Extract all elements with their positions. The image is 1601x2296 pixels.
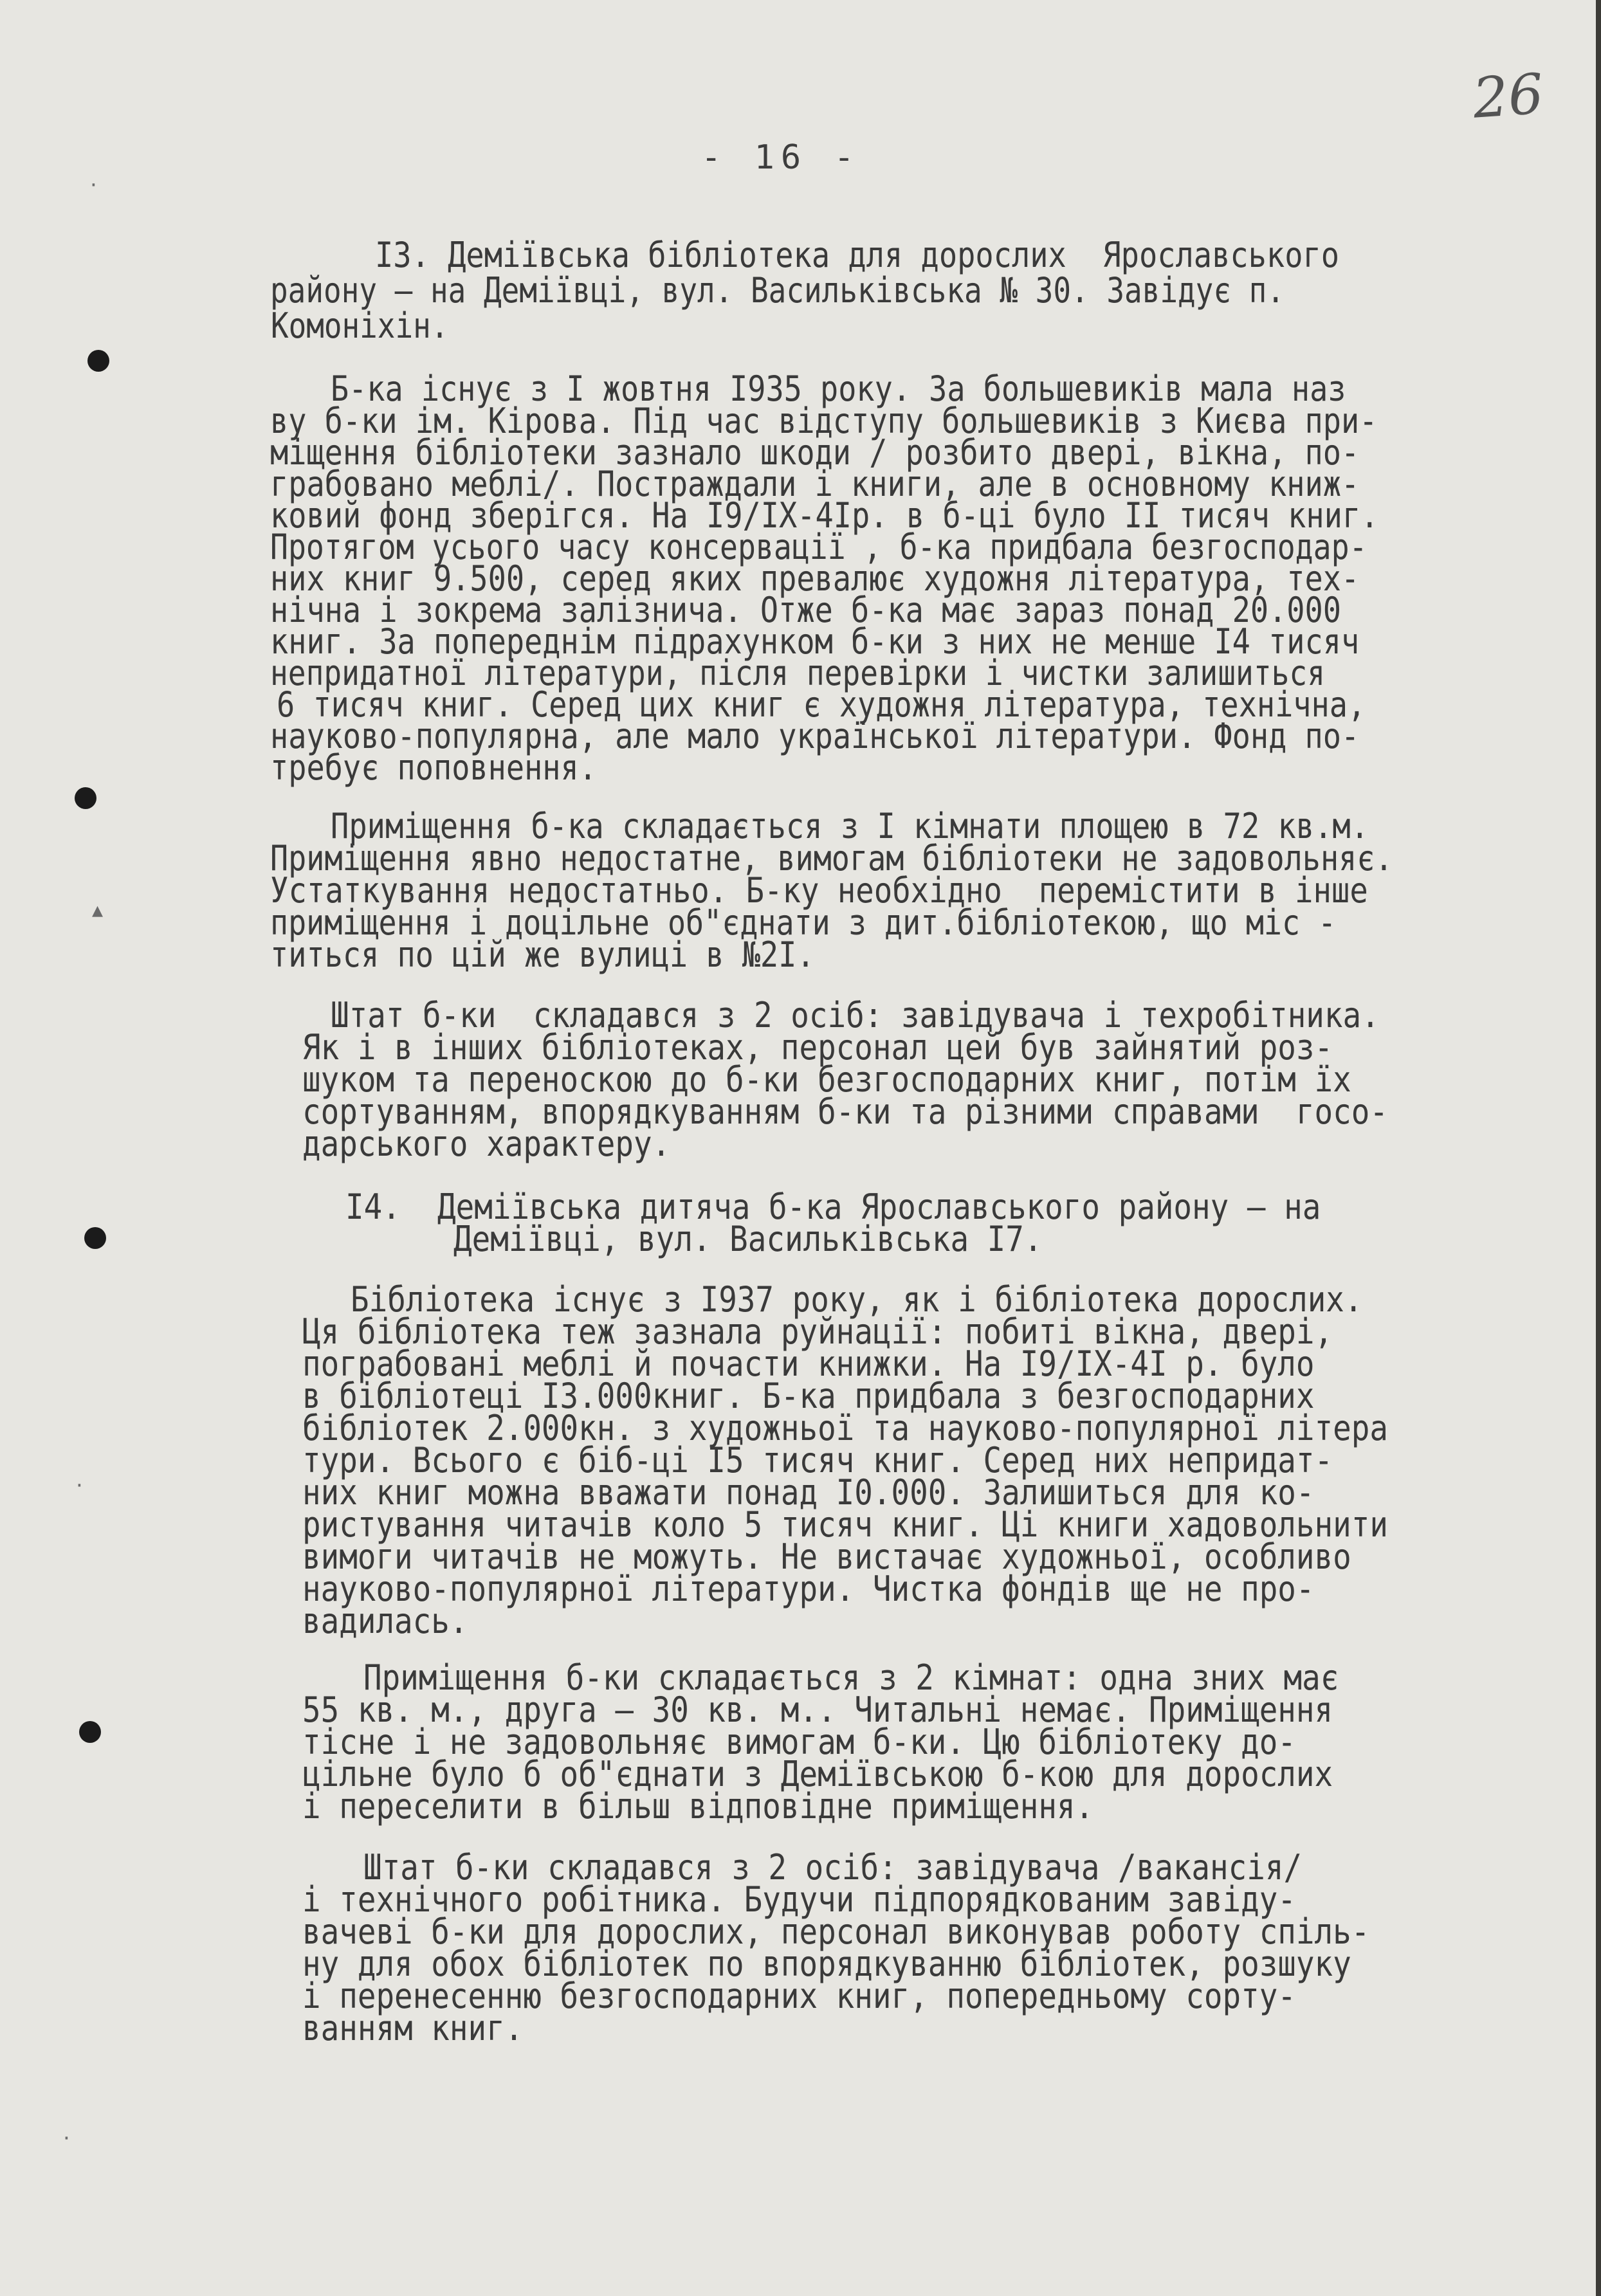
- text-line: Приміщення явно недостатне, вимогам бібліотеки не задовольняє.: [270, 838, 1393, 879]
- page-edge-shadow: [1596, 0, 1601, 2296]
- text-line: непридатної літератури, після перевірки і чистки залишиться: [270, 653, 1326, 693]
- text-line: требує поповнення.: [270, 747, 597, 788]
- text-line: науково-популярної літератури. Чистка фондів ще не про-: [302, 1569, 1315, 1609]
- margin-mark: ·: [76, 1473, 83, 1499]
- text-line: I4. Деміївська дитяча б-ка Ярославського району – на: [345, 1187, 1321, 1227]
- text-line: Устаткування недостатньо. Б-ку необхідно перемістити в інше: [270, 870, 1368, 911]
- text-line: і переселити в більш відповідне приміщення.: [302, 1786, 1094, 1827]
- text-line: ковий фонд зберігся. На I9/IX-4Iр. в б-ці було II тисяч книг.: [270, 495, 1379, 536]
- text-line: Деміївці, вул. Васильківська I7.: [453, 1219, 1043, 1259]
- binding-hole: [87, 350, 109, 372]
- text-line: Штат б-ки складався з 2 осіб: завідувача /вакансія/: [363, 1847, 1303, 1888]
- text-line: ву б-ки ім. Кірова. Під час відступу большевиків з Києва при-: [270, 401, 1378, 441]
- text-line: вимоги читачів не можуть. Не вистачає художньої, особливо: [302, 1536, 1351, 1577]
- text-line: I3. Деміївська бібліотека для дорослих Ярославського: [375, 235, 1340, 275]
- text-line: Як і в інших бібліотеках, персонал цей був зайнятий роз-: [302, 1027, 1333, 1068]
- text-line: приміщення і доцільне об"єднати з дит.бібліотекою, що міс -: [270, 902, 1337, 943]
- text-line: Ця бібліотека теж зазнала руйнації: побиті вікна, двері,: [302, 1311, 1333, 1352]
- text-line: грабовано меблі/. Постраждали і книги, але в основному книж-: [270, 464, 1360, 504]
- text-line: вадилась.: [302, 1601, 468, 1641]
- text-line: Приміщення б-ки складається з 2 кімнат: одна зних має: [363, 1657, 1339, 1698]
- text-line: Б-ка існує з I жовтня I935 року. За большевиків мала наз: [331, 369, 1346, 409]
- text-line: 55 кв. м., друга – 30 кв. м.. Читальні немає. Приміщення: [302, 1690, 1333, 1730]
- text-line: бібліотек 2.000кн. з художньої та науково-популярної літера: [302, 1408, 1388, 1448]
- text-line: і технічного робітника. Будучи підпорядкованим завіду-: [302, 1879, 1296, 1920]
- text-line: дарського характеру.: [302, 1124, 671, 1164]
- margin-mark: ▴: [92, 897, 104, 923]
- text-line: науково-популярна, але мало української літератури. Фонд по-: [270, 716, 1360, 756]
- text-line: Комоніхін.: [271, 305, 449, 346]
- binding-hole: [79, 1721, 101, 1743]
- text-line: книг. За попереднім підрахунком б-ки з них не менше I4 тисяч: [270, 621, 1360, 662]
- text-line: і перенесенню безгосподарних книг, попередньому сорту-: [302, 1976, 1296, 2016]
- text-line: ну для обох бібліотек по впорядкуванню бібліотек, розшуку: [302, 1944, 1351, 1984]
- text-line: тури. Всього є біб-ці I5 тисяч книг. Серед них непридат-: [302, 1440, 1333, 1481]
- text-line: міщення бібліотеки зазнало шкоди / розбито двері, вікна, по-: [270, 432, 1360, 473]
- text-line: пограбовані меблі й почасти книжки. На I9/IX-4I р. було: [302, 1344, 1315, 1384]
- text-line: в бібліотеці I3.000книг. Б-ка придбала з безгосподарних: [302, 1376, 1315, 1416]
- text-line: нічна і зокрема залізнича. Отже б-ка має зараз понад 20.000: [270, 590, 1341, 630]
- text-line: району – на Деміївці, вул. Васильківська № 30. Завідує п.: [270, 270, 1285, 311]
- text-line: них книг 9.500, серед яких превалює художня література, тех-: [270, 558, 1360, 599]
- text-line: шуком та переноскою до б-ки безгосподарних книг, потім їх: [302, 1059, 1351, 1100]
- text-line: них книг можна вважати понад I0.000. Залишиться для ко-: [302, 1472, 1315, 1513]
- margin-mark: ·: [63, 2126, 70, 2151]
- text-line: ванням книг.: [302, 2008, 524, 2048]
- text-line: Бібліотека існує з I937 року, як і бібліотека дорослих.: [351, 1279, 1363, 1320]
- binding-hole: [75, 787, 96, 809]
- binding-hole: [84, 1227, 106, 1249]
- text-line: 6 тисяч книг. Серед цих книг є художня література, технічна,: [277, 684, 1366, 725]
- margin-mark: ·: [90, 172, 97, 198]
- text-line: ристування читачів коло 5 тисяч книг. Ці книги хадовольнити: [302, 1504, 1388, 1545]
- text-line: вачеві б-ки для дорослих, персонал виконував роботу спіль-: [302, 1911, 1370, 1952]
- text-line: титься по цій же вулиці в №2I.: [270, 934, 815, 975]
- text-line: Приміщення б-ка складається з I кімнати площею в 72 кв.м.: [331, 806, 1369, 846]
- text-line: сортуванням, впорядкуванням б-ки та різними справами госо-: [302, 1091, 1388, 1132]
- text-line: Штат б-ки складався з 2 осіб: завідувача і техробітника.: [331, 995, 1380, 1035]
- text-line: цільне було б об"єднати з Деміївською б-кою для дорослих: [302, 1754, 1333, 1794]
- text-line: тісне і не задовольняє вимогам б-ки. Цю бібліотеку до-: [302, 1722, 1296, 1762]
- text-line: Протягом усього часу консервації , б-ка придбала безгосподар-: [270, 527, 1368, 567]
- page-number: - 16 -: [701, 138, 861, 177]
- archive-folio-number: 26: [1470, 62, 1546, 131]
